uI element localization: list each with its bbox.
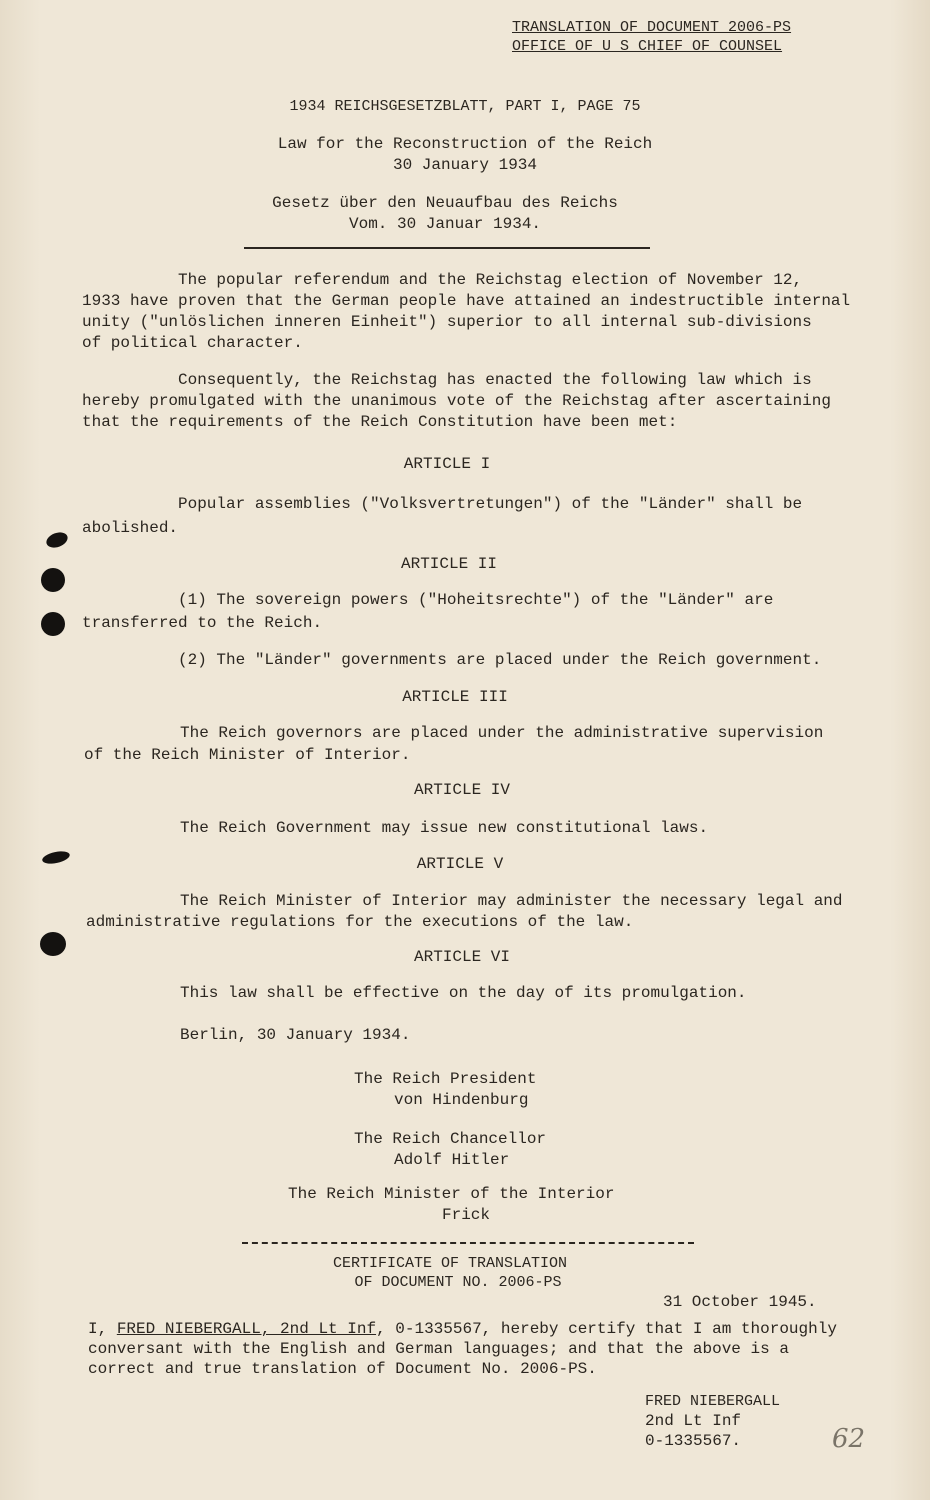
article-2-line-1: (1) The sovereign powers ("Hoheitsrechte") of the "Länder" are [178,591,774,609]
certificate-heading-2: OF DOCUMENT NO. 2006-PS [354,1274,562,1291]
title-rule [244,247,650,249]
certificate-prefix: I, [88,1320,117,1338]
punch-hole-3 [41,612,65,636]
page-mark: 62 [832,1424,866,1454]
header-line-1: TRANSLATION OF DOCUMENT 2006-PS [512,19,792,36]
certificate-date: 31 October 1945. [663,1293,817,1311]
article-4-heading: ARTICLE IV [413,781,510,799]
article-5-line-2: administrative regulations for the executions of the law. [86,913,634,931]
preamble-p2-line-1: Consequently, the Reichstag has enacted the following law which is [178,371,812,389]
punch-hole-5 [40,932,66,956]
certificate-text-line-1 [88,1319,837,1340]
german-title: Gesetz über den Neuaufbau des Reichs [272,194,618,212]
punch-hole-2 [41,568,65,592]
article-6-heading: ARTICLE VI [413,948,510,966]
certifier-name: FRED NIEBERGALL, 2nd Lt Inf [116,1320,377,1338]
signature-1-name: von Hindenburg [394,1091,529,1109]
article-6-line-1: This law shall be effective on the day of its promulgation. [180,984,747,1002]
article-2-line-2: transferred to the Reich. [82,614,323,632]
punch-hole-1 [44,530,69,551]
article-2-line-3: (2) The "Länder" governments are placed under the Reich government. [178,651,822,669]
preamble-p2-line-3: that the requirements of the Reich Constitution have been met: [82,413,678,431]
certificate-heading-1: CERTIFICATE OF TRANSLATION [332,1255,568,1272]
certificate-text-line-2: conversant with the English and German languages; and that the above is a [88,1340,789,1358]
preamble-p2-line-2: hereby promulgated with the unanimous vote of the Reichstag after ascertaining [82,392,831,410]
article-5-heading: ARTICLE V [416,855,504,873]
certificate-text-line-3: correct and true translation of Document No. 2006-PS. [88,1360,597,1378]
article-5-line-1: The Reich Minister of Interior may administer the necessary legal and [180,892,843,910]
signature-3-role: The Reich Minister of the Interior [288,1185,615,1203]
signer-name: FRED NIEBERGALL [645,1393,781,1410]
signature-1-role: The Reich President [354,1070,537,1088]
source-citation: 1934 REICHSGESETZBLATT, PART I, PAGE 75 [289,98,641,115]
signature-3-name: Frick [442,1206,491,1224]
header-line-2: OFFICE OF U S CHIEF OF COUNSEL [512,38,783,55]
article-2-heading: ARTICLE II [400,555,497,573]
certificate-separator [242,1242,694,1244]
signer-rank: 2nd Lt Inf [645,1412,742,1430]
signature-2-role: The Reich Chancellor [354,1130,547,1148]
preamble-p1-line-3: unity ("unlöslichen inneren Einheit") superior to all internal sub-divisions [82,313,812,331]
signature-2-name: Adolf Hitler [394,1151,510,1169]
article-3-heading: ARTICLE III [402,688,508,706]
preamble-p1-line-1: The popular referendum and the Reichstag election of November 12, [178,271,803,289]
preamble-p1-line-4: of political character. [82,334,303,352]
english-title: Law for the Reconstruction of the Reich [277,135,653,153]
signer-serial: 0-1335567. [645,1432,742,1450]
preamble-p1-line-2: 1933 have proven that the German people have attained an indestructible internal [82,292,851,310]
german-date: Vom. 30 Januar 1934. [348,215,542,233]
article-4-line-1: The Reich Government may issue new constitutional laws. [180,819,709,837]
article-1-line-2: abolished. [82,519,179,537]
article-3-line-2: of the Reich Minister of Interior. [84,746,411,764]
article-1-heading: ARTICLE I [403,455,491,473]
article-3-line-1: The Reich governors are placed under the administrative supervision [180,724,824,742]
english-date: 30 January 1934 [392,156,538,174]
place-date: Berlin, 30 January 1934. [180,1026,411,1044]
article-1-line-1: Popular assemblies ("Volksvertretungen") of the "Länder" shall be [178,495,803,513]
certificate-line-1-rest: , 0-1335567, hereby certify that I am thoroughly [376,1320,837,1338]
